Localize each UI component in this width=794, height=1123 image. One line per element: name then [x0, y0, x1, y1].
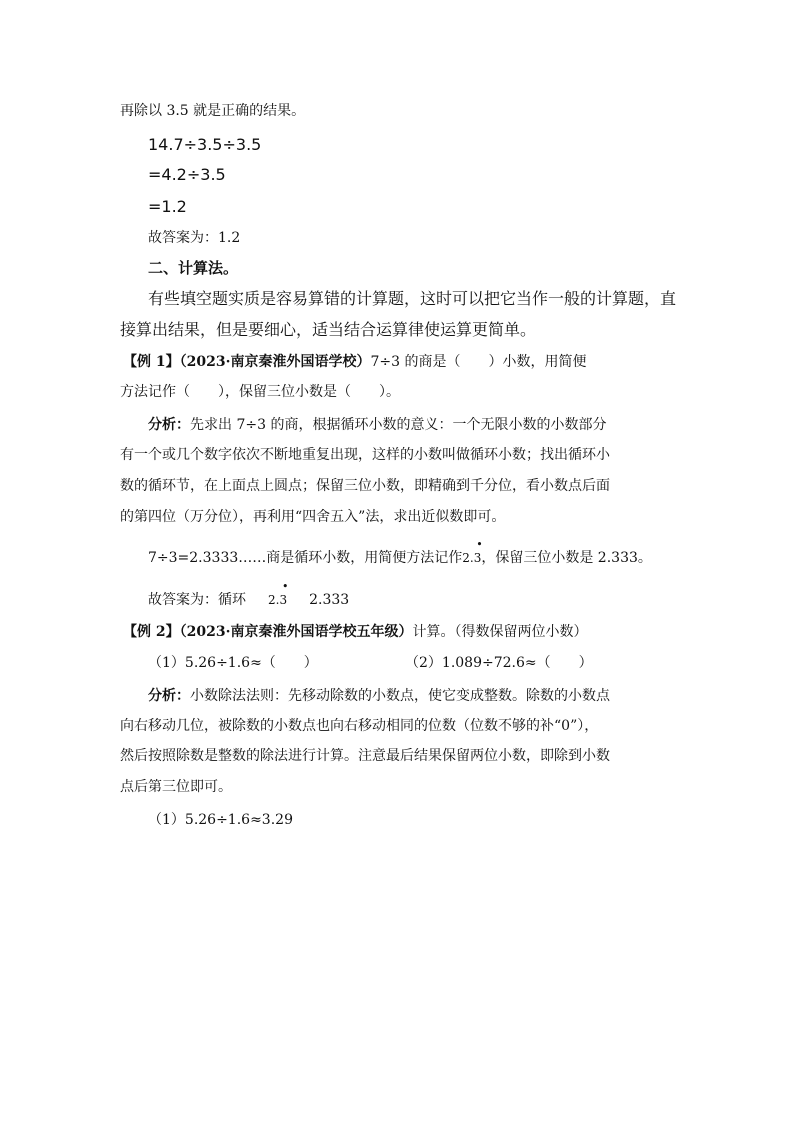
result-text: ，保留三位小数是 2.333。: [481, 550, 652, 566]
example-label: 【例 1】（2023·南京秦淮外国语学校）: [123, 354, 371, 370]
answer-text: 故答案为：循环: [148, 592, 246, 608]
result-line: [148, 538, 652, 568]
example-label: 【例 2】（2023·南京秦淮外国语学校五年级）: [123, 624, 413, 640]
repeating-decimal: [462, 538, 483, 568]
answer-line: 故答案为：1.2: [148, 230, 241, 246]
example-2-line: [123, 622, 587, 642]
problem-line: [148, 653, 318, 673]
solution-line: （1）5.26÷1.6≈3.29: [148, 812, 293, 828]
text-line: 的第四位（万分位），再利用“四舍五入”法，求出近似数即可。: [120, 509, 506, 525]
text-line: 然后按照除数是整数的除法进行计算。注意最后结果保留两位小数，即除到小数: [120, 748, 610, 764]
text-line: 向右移动几位，被除数的小数点也向右移动相同的位数（位数不够的补“0”），: [120, 718, 599, 734]
answer-line: [148, 580, 350, 610]
section-heading: 二、计算法。: [148, 259, 239, 277]
problem-line: [405, 653, 593, 673]
analysis-label: 分析：: [148, 417, 190, 433]
example-text: 计算。（得数保留两位小数）: [412, 624, 588, 640]
text-line: 数的循环节，在上面点上圆点；保留三位小数，即精确到千分位，看小数点后面: [120, 478, 610, 494]
analysis-line: [148, 415, 606, 435]
analysis-label: 分析：: [148, 688, 190, 704]
problem-1: （1）5.26÷1.6≈（ ）: [148, 655, 318, 671]
text-line: 再除以 3.5 就是正确的结果。: [120, 103, 306, 119]
paragraph-line: 有些填空题实质是容易算错的计算题，这时可以把它当作一般的计算题，直: [148, 289, 677, 308]
repeating-decimal: [268, 580, 289, 610]
analysis-text: 小数除法法则：先移动除数的小数点，使它变成整数。除数的小数点: [190, 688, 610, 704]
equation-line: =1.2: [148, 197, 187, 216]
example-text: 7÷3 的商是（ ）小数，用简便: [370, 354, 587, 370]
text-line: 点后第三位即可。: [120, 779, 232, 795]
example-1-line: [123, 352, 586, 372]
equation-line: =4.2÷3.5: [148, 165, 226, 184]
text-line: 有一个或几个数字依次不断地重复出现，这样的小数叫做循环小数；找出循环小: [120, 447, 610, 463]
repeating-digits: 2.3: [268, 593, 288, 607]
answer-text: 2.333: [309, 592, 350, 608]
text-line: 方法记作（ ），保留三位小数是（ ）。: [120, 384, 400, 400]
repeat-dot: •: [282, 580, 289, 593]
analysis-text: 先求出 7÷3 的商，根据循环小数的意义：一个无限小数的小数部分: [190, 417, 607, 433]
paragraph-line: 接算出结果，但是要细心，适当结合运算律使运算更简单。: [120, 320, 537, 339]
repeating-digits: 2.3: [462, 551, 482, 565]
problem-2: （2）1.089÷72.6≈（ ）: [405, 655, 593, 671]
repeat-dot: •: [476, 538, 483, 551]
equation-line: 14.7÷3.5÷3.5: [148, 135, 262, 154]
analysis-line: [148, 686, 610, 706]
result-text: 7÷3=2.3333……商是循环小数，用简便方法记作: [148, 550, 463, 566]
